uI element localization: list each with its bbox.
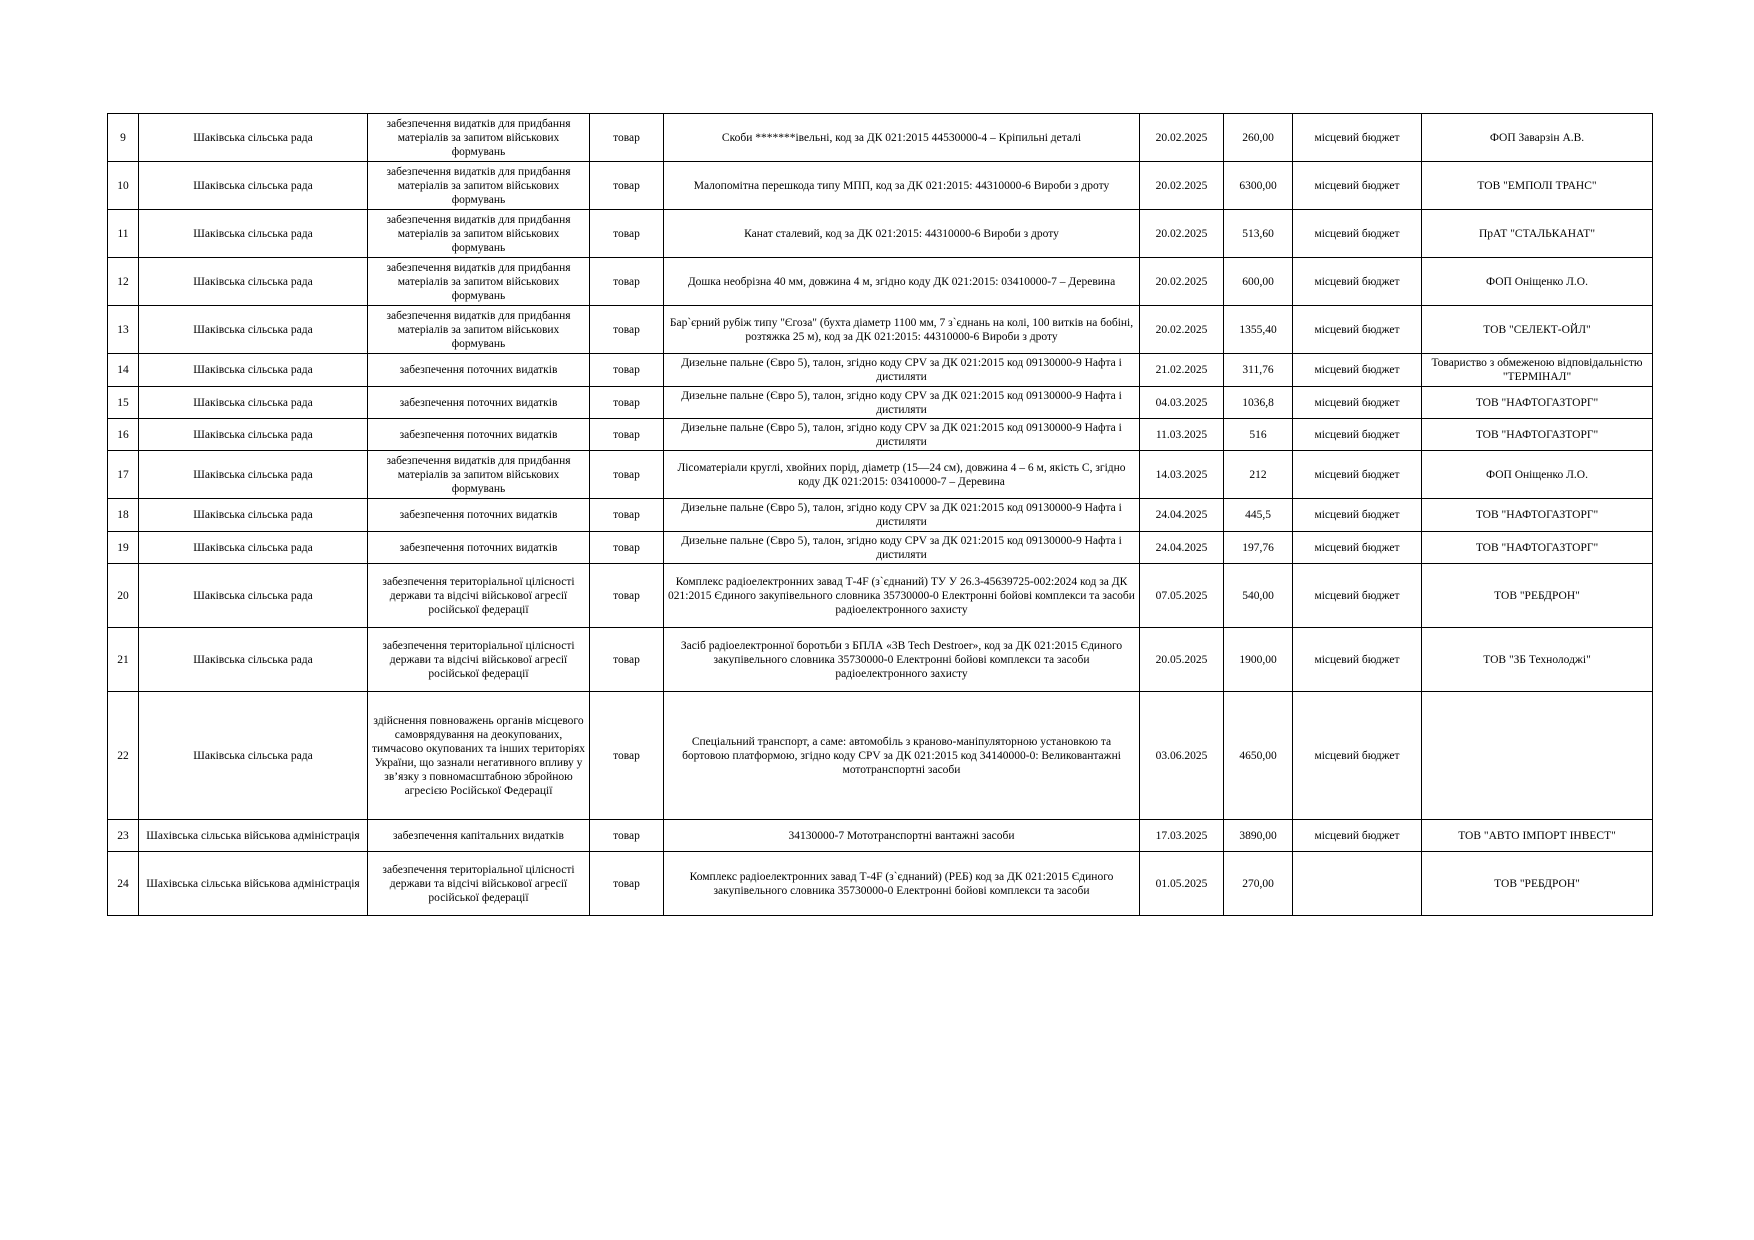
purpose-cell: забезпечення видатків для придбання матеріалів за запитом військових формувань	[368, 451, 590, 499]
customer-cell: Шаківська сільська рада	[139, 532, 368, 564]
customer-cell: Шаківська сільська рада	[139, 114, 368, 162]
date-cell: 14.03.2025	[1140, 451, 1224, 499]
amount-cell: 600,00	[1224, 258, 1293, 306]
row-number: 15	[108, 387, 139, 419]
purpose-cell: забезпечення видатків для придбання матеріалів за запитом військових формувань	[368, 306, 590, 354]
funding-source-cell	[1293, 852, 1422, 916]
purpose-cell: забезпечення поточних видатків	[368, 419, 590, 451]
customer-cell: Шахівська сільська військова адміністрація	[139, 820, 368, 852]
row-number: 16	[108, 419, 139, 451]
row-number: 20	[108, 564, 139, 628]
amount-cell: 1036,8	[1224, 387, 1293, 419]
type-cell: товар	[590, 306, 664, 354]
purpose-cell: забезпечення видатків для придбання матеріалів за запитом військових формувань	[368, 114, 590, 162]
row-number: 10	[108, 162, 139, 210]
table-row	[108, 532, 1653, 564]
purpose-cell: забезпечення поточних видатків	[368, 354, 590, 387]
type-cell: товар	[590, 852, 664, 916]
supplier-cell: ТОВ "АВТО ІМПОРТ ІНВЕСТ"	[1422, 820, 1653, 852]
purpose-cell: забезпечення територіальної цілісності держави та відсічі військової агресії російської федерації	[368, 852, 590, 916]
funding-source-cell: місцевий бюджет	[1293, 532, 1422, 564]
table-row	[108, 820, 1653, 852]
funding-source-cell: місцевий бюджет	[1293, 354, 1422, 387]
amount-cell: 6300,00	[1224, 162, 1293, 210]
customer-cell: Шаківська сільська рада	[139, 258, 368, 306]
table-row	[108, 852, 1653, 916]
funding-source-cell: місцевий бюджет	[1293, 628, 1422, 692]
table-row	[108, 354, 1653, 387]
supplier-cell: ТОВ "НАФТОГАЗТОРГ"	[1422, 532, 1653, 564]
amount-cell: 516	[1224, 419, 1293, 451]
subject-cell: Засіб радіоелектронної боротьби з БПЛА «3B Tech Destroer», код за ДК 021:2015 Єдиного закупівельного словника 35730000-0 Електронні бойові комплекси та засоби радіоелектронного захисту	[664, 628, 1140, 692]
row-number: 9	[108, 114, 139, 162]
type-cell: товар	[590, 387, 664, 419]
subject-cell: Дизельне пальне (Євро 5), талон, згідно коду CPV за ДК 021:2015 код 09130000-9 Нафта і дистиляти	[664, 532, 1140, 564]
row-number: 21	[108, 628, 139, 692]
amount-cell: 270,00	[1224, 852, 1293, 916]
customer-cell: Шаківська сільська рада	[139, 306, 368, 354]
supplier-cell: ФОП Оніщенко Л.О.	[1422, 258, 1653, 306]
funding-source-cell: місцевий бюджет	[1293, 419, 1422, 451]
date-cell: 24.04.2025	[1140, 532, 1224, 564]
subject-cell: Спеціальний транспорт, а саме: автомобіль з краново-маніпуляторною установкою та бортовою платформою, згідно коду CPV за ДК 021:2015 код 34140000-0: Великовантажні мототранспортні засоби	[664, 692, 1140, 820]
row-number: 14	[108, 354, 139, 387]
table-row	[108, 114, 1653, 162]
type-cell: товар	[590, 499, 664, 532]
customer-cell: Шаківська сільська рада	[139, 162, 368, 210]
funding-source-cell: місцевий бюджет	[1293, 258, 1422, 306]
date-cell: 03.06.2025	[1140, 692, 1224, 820]
subject-cell: Комплекс радіоелектронних завад Т-4F (з`єднаний) ТУ У 26.3-45639725-002:2024 код за ДК 021:2015 Єдиного закупівельного словника 35730000-0 Електронні бойові комплекси та засоби радіоелектронного захисту	[664, 564, 1140, 628]
table-body	[108, 114, 1653, 916]
table-row	[108, 419, 1653, 451]
subject-cell: Малопомітна перешкода типу МПП, код за ДК 021:2015: 44310000-6 Вироби з дроту	[664, 162, 1140, 210]
amount-cell: 540,00	[1224, 564, 1293, 628]
customer-cell: Шахівська сільська військова адміністрація	[139, 852, 368, 916]
funding-source-cell: місцевий бюджет	[1293, 114, 1422, 162]
subject-cell: Бар`єрний рубіж типу "Єгоза" (бухта діаметр 1100 мм, 7 з`єднань на колі, 100 витків на бобіні, розтяжка 25 м), код за ДК 021:2015: 44310000-6 Вироби з дроту	[664, 306, 1140, 354]
customer-cell: Шаківська сільська рада	[139, 210, 368, 258]
supplier-cell	[1422, 692, 1653, 820]
table-row	[108, 564, 1653, 628]
supplier-cell: ТОВ "НАФТОГАЗТОРГ"	[1422, 387, 1653, 419]
customer-cell: Шаківська сільська рада	[139, 419, 368, 451]
date-cell: 20.02.2025	[1140, 210, 1224, 258]
subject-cell: Дошка необрізна 40 мм, довжина 4 м, згідно коду ДК 021:2015: 03410000-7 – Деревина	[664, 258, 1140, 306]
type-cell: товар	[590, 162, 664, 210]
subject-cell: 34130000-7 Мототранспортні вантажні засоби	[664, 820, 1140, 852]
purpose-cell: забезпечення територіальної цілісності держави та відсічі військової агресії російської федерації	[368, 628, 590, 692]
type-cell: товар	[590, 532, 664, 564]
customer-cell: Шаківська сільська рада	[139, 354, 368, 387]
customer-cell: Шаківська сільська рада	[139, 692, 368, 820]
supplier-cell: ФОП Заварзін А.В.	[1422, 114, 1653, 162]
subject-cell: Дизельне пальне (Євро 5), талон, згідно коду CPV за ДК 021:2015 код 09130000-9 Нафта і дистиляти	[664, 354, 1140, 387]
purpose-cell: забезпечення поточних видатків	[368, 499, 590, 532]
subject-cell: Дизельне пальне (Євро 5), талон, згідно коду CPV за ДК 021:2015 код 09130000-9 Нафта і дистиляти	[664, 387, 1140, 419]
row-number: 12	[108, 258, 139, 306]
type-cell: товар	[590, 114, 664, 162]
customer-cell: Шаківська сільська рада	[139, 451, 368, 499]
customer-cell: Шаківська сільська рада	[139, 387, 368, 419]
subject-cell: Канат сталевий, код за ДК 021:2015: 44310000-6 Вироби з дроту	[664, 210, 1140, 258]
type-cell: товар	[590, 628, 664, 692]
type-cell: товар	[590, 354, 664, 387]
type-cell: товар	[590, 419, 664, 451]
date-cell: 24.04.2025	[1140, 499, 1224, 532]
supplier-cell: ТОВ "ЕМПОЛІ ТРАНС"	[1422, 162, 1653, 210]
date-cell: 20.02.2025	[1140, 306, 1224, 354]
purpose-cell: забезпечення видатків для придбання матеріалів за запитом військових формувань	[368, 210, 590, 258]
purpose-cell: забезпечення видатків для придбання матеріалів за запитом військових формувань	[368, 258, 590, 306]
type-cell: товар	[590, 451, 664, 499]
amount-cell: 513,60	[1224, 210, 1293, 258]
subject-cell: Дизельне пальне (Євро 5), талон, згідно коду CPV за ДК 021:2015 код 09130000-9 Нафта і дистиляти	[664, 499, 1140, 532]
subject-cell: Скоби *******івельні, код за ДК 021:2015 44530000-4 – Кріпильні деталі	[664, 114, 1140, 162]
amount-cell: 1355,40	[1224, 306, 1293, 354]
amount-cell: 445,5	[1224, 499, 1293, 532]
funding-source-cell: місцевий бюджет	[1293, 451, 1422, 499]
supplier-cell: ТОВ "ЗБ Технолоджі"	[1422, 628, 1653, 692]
date-cell: 21.02.2025	[1140, 354, 1224, 387]
amount-cell: 3890,00	[1224, 820, 1293, 852]
row-number: 19	[108, 532, 139, 564]
table-row	[108, 387, 1653, 419]
purpose-cell: забезпечення поточних видатків	[368, 387, 590, 419]
date-cell: 01.05.2025	[1140, 852, 1224, 916]
row-number: 17	[108, 451, 139, 499]
amount-cell: 197,76	[1224, 532, 1293, 564]
supplier-cell: ТОВ "РЕБДРОН"	[1422, 564, 1653, 628]
subject-cell: Лісоматеріали круглі, хвойних порід, діаметр (15—24 см), довжина 4 – 6 м, якість С, згідно коду ДК 021:2015: 03410000-7 – Деревина	[664, 451, 1140, 499]
supplier-cell: ФОП Оніщенко Л.О.	[1422, 451, 1653, 499]
table-row	[108, 162, 1653, 210]
customer-cell: Шаківська сільська рада	[139, 499, 368, 532]
funding-source-cell: місцевий бюджет	[1293, 162, 1422, 210]
type-cell: товар	[590, 820, 664, 852]
funding-source-cell: місцевий бюджет	[1293, 387, 1422, 419]
supplier-cell: ТОВ "РЕБДРОН"	[1422, 852, 1653, 916]
funding-source-cell: місцевий бюджет	[1293, 499, 1422, 532]
date-cell: 17.03.2025	[1140, 820, 1224, 852]
amount-cell: 1900,00	[1224, 628, 1293, 692]
funding-source-cell: місцевий бюджет	[1293, 564, 1422, 628]
funding-source-cell: місцевий бюджет	[1293, 692, 1422, 820]
table-row	[108, 306, 1653, 354]
funding-source-cell: місцевий бюджет	[1293, 306, 1422, 354]
date-cell: 04.03.2025	[1140, 387, 1224, 419]
supplier-cell: ТОВ "НАФТОГАЗТОРГ"	[1422, 499, 1653, 532]
row-number: 18	[108, 499, 139, 532]
subject-cell: Дизельне пальне (Євро 5), талон, згідно коду CPV за ДК 021:2015 код 09130000-9 Нафта і дистиляти	[664, 419, 1140, 451]
supplier-cell: ПрАТ "СТАЛЬКАНАТ"	[1422, 210, 1653, 258]
row-number: 23	[108, 820, 139, 852]
date-cell: 07.05.2025	[1140, 564, 1224, 628]
type-cell: товар	[590, 258, 664, 306]
table-row	[108, 258, 1653, 306]
date-cell: 20.02.2025	[1140, 258, 1224, 306]
funding-source-cell: місцевий бюджет	[1293, 820, 1422, 852]
row-number: 11	[108, 210, 139, 258]
type-cell: товар	[590, 564, 664, 628]
subject-cell: Комплекс радіоелектронних завад Т-4F (з`єднаний) (РЕБ) код за ДК 021:2015 Єдиного закупівельного словника 35730000-0 Електронні бойові комплекси та засоби	[664, 852, 1140, 916]
supplier-cell: Товариство з обмеженою відповідальністю "ТЕРМІНАЛ"	[1422, 354, 1653, 387]
purpose-cell: забезпечення поточних видатків	[368, 532, 590, 564]
date-cell: 20.02.2025	[1140, 162, 1224, 210]
table-row	[108, 628, 1653, 692]
date-cell: 20.05.2025	[1140, 628, 1224, 692]
procurement-table	[107, 113, 1653, 916]
table-row	[108, 210, 1653, 258]
table-row	[108, 451, 1653, 499]
date-cell: 11.03.2025	[1140, 419, 1224, 451]
table-row	[108, 499, 1653, 532]
purpose-cell: здійснення повноважень органів місцевого самоврядування на деокупованих, тимчасово окупованих та інших територіях України, що зазнали негативного впливу у зв’язку з повномасштабною збройною агресією Російської Федерації	[368, 692, 590, 820]
date-cell: 20.02.2025	[1140, 114, 1224, 162]
purpose-cell: забезпечення територіальної цілісності держави та відсічі військової агресії російської федерації	[368, 564, 590, 628]
row-number: 13	[108, 306, 139, 354]
table-row	[108, 692, 1653, 820]
purpose-cell: забезпечення видатків для придбання матеріалів за запитом військових формувань	[368, 162, 590, 210]
amount-cell: 4650,00	[1224, 692, 1293, 820]
supplier-cell: ТОВ "НАФТОГАЗТОРГ"	[1422, 419, 1653, 451]
type-cell: товар	[590, 692, 664, 820]
amount-cell: 311,76	[1224, 354, 1293, 387]
customer-cell: Шаківська сільська рада	[139, 628, 368, 692]
row-number: 22	[108, 692, 139, 820]
row-number: 24	[108, 852, 139, 916]
funding-source-cell: місцевий бюджет	[1293, 210, 1422, 258]
customer-cell: Шаківська сільська рада	[139, 564, 368, 628]
supplier-cell: ТОВ "СЕЛЕКТ-ОЙЛ"	[1422, 306, 1653, 354]
purpose-cell: забезпечення капітальних видатків	[368, 820, 590, 852]
amount-cell: 260,00	[1224, 114, 1293, 162]
type-cell: товар	[590, 210, 664, 258]
amount-cell: 212	[1224, 451, 1293, 499]
